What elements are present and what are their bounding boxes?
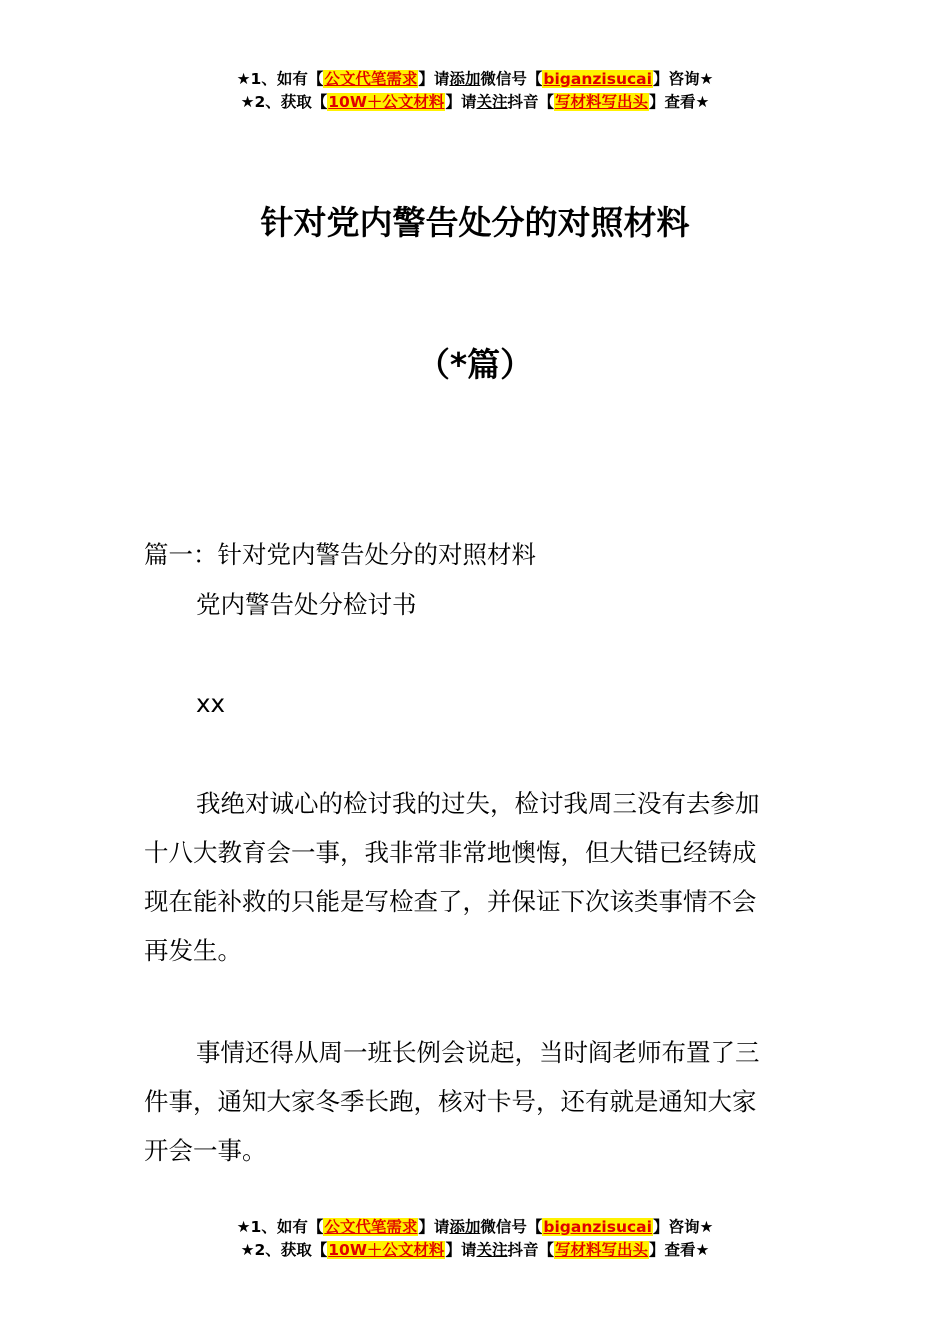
author-name: xx <box>196 689 225 718</box>
paragraph-2-line-1: 事情还得从周一班长例会说起，当时阎老师布置了三 <box>196 1038 760 1067</box>
bottom-banner <box>0 1216 950 1262</box>
paragraph-1-line-1: 我绝对诚心的检讨我的过失，检讨我周三没有去参加 <box>196 789 760 818</box>
letter-title: 党内警告处分检讨书 <box>196 590 417 619</box>
document-title: 针对党内警告处分的对照材料 <box>260 203 690 242</box>
top-banner-materials-highlight: 10W＋公文材料 <box>328 93 445 111</box>
top-banner-service-highlight: 公文代笔需求 <box>324 70 418 88</box>
paragraph-2-line-3: 开会一事。 <box>144 1136 267 1165</box>
paragraph-1 <box>144 779 814 975</box>
paragraph-2-line-2: 件事，通知大家冬季长跑，核对卡号，还有就是通知大家 <box>144 1087 757 1116</box>
top-banner-wechat-id: biganzisucai <box>543 70 652 88</box>
top-banner-line-2: ★2、获取【10W＋公文材料】请关注抖音【写材料写出头】查看★ <box>240 93 710 111</box>
top-banner-line-1: ★1、如有【公文代笔需求】请添加微信号【biganzisucai】咨询★ <box>236 70 714 88</box>
bottom-banner-douyin-account: 写材料写出头 <box>554 1241 648 1259</box>
bottom-banner-materials-highlight: 10W＋公文材料 <box>328 1241 445 1259</box>
paragraph-2 <box>144 1028 814 1175</box>
document-subtitle: （*篇） <box>416 345 534 384</box>
section-heading: 篇一：针对党内警告处分的对照材料 <box>144 540 536 569</box>
bottom-banner-service-highlight: 公文代笔需求 <box>324 1218 418 1236</box>
bottom-banner-line-1: ★1、如有【公文代笔需求】请添加微信号【biganzisucai】咨询★ <box>236 1218 714 1236</box>
bottom-banner-wechat-id: biganzisucai <box>543 1218 652 1236</box>
paragraph-1-line-4: 再发生。 <box>144 936 242 965</box>
bottom-banner-line-2: ★2、获取【10W＋公文材料】请关注抖音【写材料写出头】查看★ <box>240 1241 710 1259</box>
paragraph-1-line-3: 现在能补救的只能是写检查了，并保证下次该类事情不会 <box>144 887 757 916</box>
paragraph-1-line-2: 十八大教育会一事，我非常非常地懊悔，但大错已经铸成 <box>144 838 757 867</box>
top-banner-douyin-account: 写材料写出头 <box>554 93 648 111</box>
top-banner <box>0 68 950 114</box>
